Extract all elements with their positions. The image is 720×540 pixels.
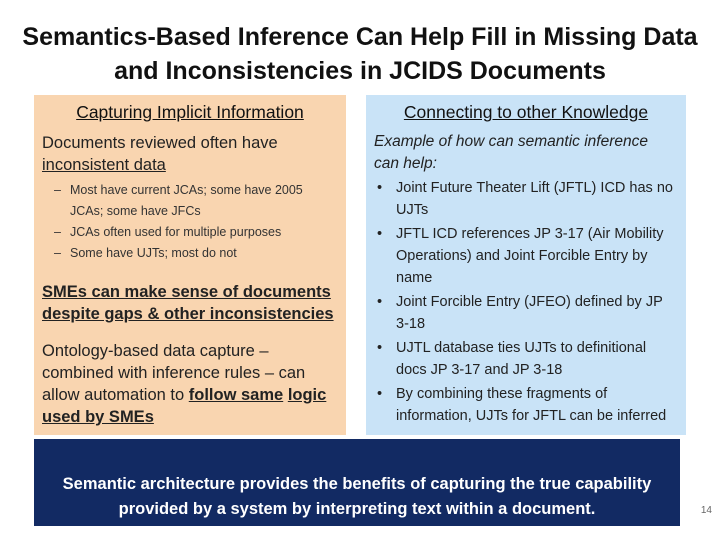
summary-banner: Semantic architecture provides the benefits of capturing the true capability provided by a system by interpreting text within a document. [34, 439, 680, 526]
left-paragraph-3-underlined: follow same [188, 386, 284, 404]
list-item [374, 383, 678, 427]
right-panel [366, 95, 686, 435]
left-subitems [44, 180, 338, 264]
dash-bullet-icon: – [54, 183, 61, 197]
left-paragraph-3-text: Ontology-based data capture – combined with inference rules – can allow automation to [42, 342, 306, 404]
right-panel-heading: Connecting to other Knowledge [403, 102, 649, 122]
subitem-text: JCAs often used for multiple purposes [70, 225, 282, 239]
left-paragraph-2: SMEs can make sense of documents despite gaps & other inconsistencies [42, 283, 334, 323]
bullet-icon: • [377, 294, 383, 310]
list-item [44, 180, 338, 222]
page-number: 14 [700, 505, 712, 516]
list-item [374, 291, 678, 335]
dash-bullet-icon: – [54, 246, 61, 260]
bullet-text: Joint Forcible Entry (JFEO) defined by JP 3-18 [396, 294, 663, 332]
left-paragraph-1-underlined: inconsistent data [42, 156, 166, 174]
slide-title: Semantics-Based Inference Can Help Fill in Missing Data and Inconsistencies in JCIDS Documents [22, 23, 698, 85]
bullet-icon: • [377, 226, 383, 242]
right-bullets [374, 177, 678, 429]
dash-bullet-icon: – [54, 225, 61, 239]
left-paragraph-3-bold: logic used by SMEs [42, 386, 327, 426]
bullet-icon: • [377, 340, 383, 356]
subitem-text: Most have current JCAs; some have 2005 JCAs; some have JFCs [70, 183, 303, 218]
bullet-icon: • [377, 180, 383, 196]
list-item [374, 223, 678, 289]
bullet-text: Joint Future Theater Lift (JFTL) ICD has no UJTs [396, 180, 673, 218]
left-paragraph-1 [42, 132, 340, 176]
bullet-icon: • [377, 386, 383, 402]
bullet-text: JFTL ICD references JP 3-17 (Air Mobility Operations) and Joint Forcible Entry by name [396, 226, 664, 286]
list-item [44, 243, 338, 264]
bullet-text: UJTL database ties UJTs to definitional docs JP 3-17 and JP 3-18 [396, 340, 647, 378]
left-paragraph-1-text: Documents reviewed often have [42, 134, 278, 152]
subitem-text: Some have UJTs; most do not [70, 246, 237, 260]
bullet-text: By combining these fragments of information, UJTs for JFTL can be inferred [396, 386, 667, 424]
list-item [374, 337, 678, 381]
right-intro: Example of how can semantic inference can help: [374, 133, 648, 172]
left-panel [34, 95, 346, 435]
left-panel-heading: Capturing Implicit Information [76, 102, 304, 122]
left-paragraph-3 [42, 340, 340, 428]
list-item [44, 222, 338, 243]
list-item [374, 177, 678, 221]
